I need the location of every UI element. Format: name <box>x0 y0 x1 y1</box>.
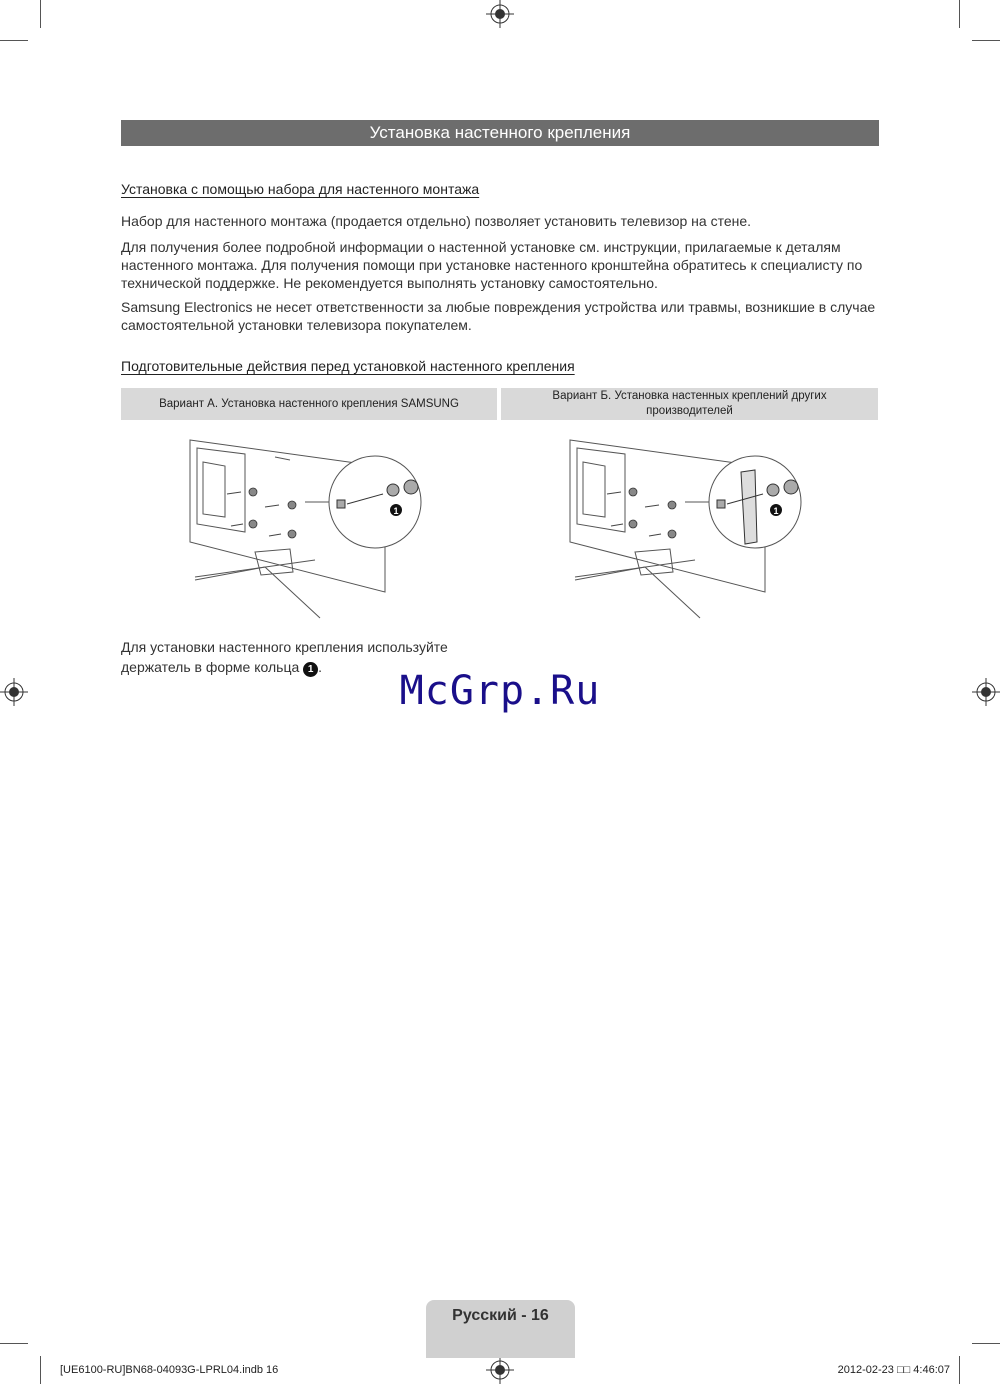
print-date-time: 2012-02-23 □□ 4:46:07 <box>837 1364 950 1376</box>
callout-number: 1 <box>773 506 779 516</box>
language-page-tab <box>426 1300 575 1358</box>
caption-end: . <box>318 659 323 675</box>
variant-b-header <box>501 388 878 420</box>
callout-number-badge: 1 <box>303 662 318 677</box>
file-info: [UE6100-RU]BN68-04093G-LPRL04.indb 16 <box>60 1364 279 1376</box>
paragraph: Для получения более подробной информации о настенной установке см. инструкции, прилагаемые к деталям настенного монтажа. Для получения помощи при установке настенного кронштейна обратитесь к специалисту по технической поддержке. Не рекомендуется выполнять установку самостоятельно. <box>121 239 863 291</box>
crop-mark <box>972 40 1000 41</box>
caption-text: Для установки настенного крепления используйте держатель в форме кольца <box>121 639 448 675</box>
registration-mark-icon <box>486 1356 514 1384</box>
registration-mark-icon <box>486 0 514 28</box>
language-page-label: Русский - 16 <box>452 1307 549 1324</box>
callout-number: 1 <box>393 506 399 516</box>
paragraph: Samsung Electronics не несет ответственности за любые повреждения устройства или травмы, возникшие в случае самостоятельной установки телевизора покупателем. <box>121 299 876 333</box>
tv-back-illustration-variant-b <box>565 432 835 622</box>
tv-back-illustration-variant-a <box>185 432 455 622</box>
paragraph: Набор для настенного монтажа (продается отдельно) позволяет установить телевизор на стене. <box>121 213 752 229</box>
variant-b-label: Вариант Б. Установка настенных креплений других производителей <box>552 390 827 417</box>
subsection-heading-preparation: Подготовительные действия перед установкой настенного крепления <box>121 358 575 374</box>
watermark-text: McGrp.Ru <box>399 668 601 714</box>
subsection-heading-wall-mount-kit: Установка с помощью набора для настенного монтажа <box>121 181 480 197</box>
crop-mark <box>959 1356 960 1384</box>
crop-mark <box>959 0 960 28</box>
variant-a-header <box>121 388 497 420</box>
crop-mark <box>40 1356 41 1384</box>
crop-mark <box>972 1343 1000 1344</box>
crop-mark <box>40 0 41 28</box>
crop-mark <box>0 40 28 41</box>
section-title: Установка настенного крепления <box>121 120 879 146</box>
variant-a-label: Вариант А. Установка настенного крепления SAMSUNG <box>159 397 459 410</box>
crop-mark <box>0 1343 28 1344</box>
